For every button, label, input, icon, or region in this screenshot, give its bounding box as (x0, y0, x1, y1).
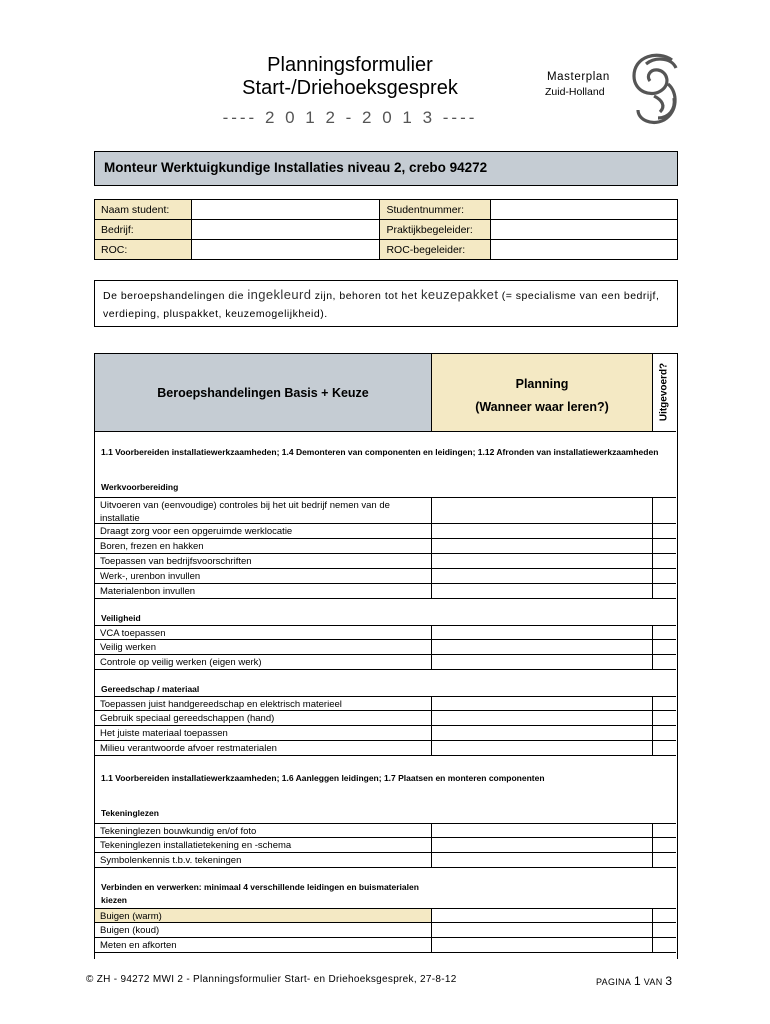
planning-cell[interactable] (432, 524, 653, 538)
beroepshandeling-cell: Toepassen van bedrijfsvoorschriften (95, 554, 432, 568)
table-row (95, 938, 676, 953)
planning-cell[interactable] (432, 923, 653, 937)
note-text-3: (= specialisme van een bedrijf, verdieping, pluspakket, keuzemogelijkheid). (103, 290, 660, 320)
org-name: Masterplan (547, 71, 610, 83)
beroepshandeling-cell: Gebruik speciaal gereedschappen (hand) (95, 711, 432, 725)
beroepshandeling-cell: Toepassen juist handgereedschap en elektrisch materieel (95, 697, 432, 710)
beroepshandeling-cell: Materialenbon invullen (95, 584, 432, 598)
table-row (95, 853, 676, 868)
table-row (95, 923, 676, 938)
planning-cell[interactable] (432, 640, 653, 654)
spiral-logo-icon (628, 48, 684, 128)
table-row (95, 569, 676, 584)
qualification-title: Monteur Werktuigkundige Installaties niveau 2, crebo 94272 (94, 151, 678, 186)
info-row (95, 240, 678, 260)
info-label: Naam student: (95, 200, 192, 220)
planning-cell[interactable] (432, 824, 653, 837)
info-label: ROC: (95, 240, 192, 260)
org-region: Zuid-Holland (545, 86, 605, 98)
note-emph-keuzepakket: keuzepakket (420, 287, 499, 302)
beroepshandeling-cell: Symbolenkennis t.b.v. tekeningen (95, 853, 432, 867)
table-row (95, 640, 676, 655)
table-row (95, 584, 676, 599)
col-header-beroepshandelingen: Beroepshandelingen Basis + Keuze (95, 354, 432, 432)
info-value-field[interactable] (191, 240, 380, 260)
school-years: ---- 2 0 1 2 - 2 0 1 3 ---- (222, 108, 478, 127)
planning-cell[interactable] (432, 726, 653, 740)
student-info-table (94, 199, 678, 260)
form-subtitle: Start-/Driehoeksgesprek (242, 77, 458, 99)
table-row (95, 539, 676, 554)
table-row (95, 823, 676, 838)
table-row (95, 741, 676, 756)
beroepshandeling-cell: Uitvoeren van (eenvoudige) controles bij het uit bedrijf nemen van de installatie (95, 498, 432, 523)
planning-cell[interactable] (432, 626, 653, 639)
beroepshandeling-cell: VCA toepassen (95, 626, 432, 639)
uitgevoerd-label: Uitgevoerd? (658, 362, 670, 422)
planning-cell[interactable] (432, 584, 653, 598)
planning-cell[interactable] (432, 697, 653, 710)
table-row (95, 554, 676, 569)
table-row (95, 726, 676, 741)
note-emph-ingekleurd: ingekleurd (247, 287, 312, 302)
planning-cell[interactable] (432, 655, 653, 669)
beroepshandeling-cell: Draagt zorg voor een opgeruimde werklocatie (95, 524, 432, 538)
beroepshandeling-cell: Veilig werken (95, 640, 432, 654)
planning-cell[interactable] (432, 539, 653, 553)
beroepshandeling-cell: Controle op veilig werken (eigen werk) (95, 655, 432, 669)
col-header-planning (432, 354, 653, 432)
page-indicator: PAGINA 1 VAN 3 (596, 974, 673, 988)
table-row (95, 655, 676, 670)
table-row (95, 524, 676, 539)
planning-cell[interactable] (432, 838, 653, 852)
planning-sublabel: (Wanneer waar leren?) (475, 400, 609, 414)
info-value-field[interactable] (191, 220, 380, 240)
note-text-2: zijn, behoren tot het (311, 290, 421, 302)
note-text-1: De beroepshandelingen die (103, 290, 248, 302)
info-row (95, 200, 678, 220)
info-label: Praktijkbegeleider: (380, 220, 491, 240)
table-row (95, 696, 676, 711)
page-number: 1 (633, 974, 641, 988)
info-value-field[interactable] (491, 240, 678, 260)
table-row (95, 497, 676, 524)
group-title: Veiligheid (101, 613, 141, 623)
planning-cell[interactable] (432, 853, 653, 867)
planning-cell[interactable] (432, 569, 653, 583)
form-title: Planningsformulier (267, 54, 433, 76)
info-label: Studentnummer: (380, 200, 491, 220)
page-total: 3 (665, 974, 673, 988)
info-value-field[interactable] (191, 200, 380, 220)
table-row (95, 625, 676, 640)
planning-cell[interactable] (432, 938, 653, 952)
planning-cell[interactable] (432, 741, 653, 755)
beroepshandeling-cell: Tekeninglezen installatietekening en -schema (95, 838, 432, 852)
info-row (95, 220, 678, 240)
planning-cell[interactable] (432, 711, 653, 725)
beroepshandeling-cell: Het juiste materiaal toepassen (95, 726, 432, 740)
group-title: Verbinden en verwerken: minimaal 4 verschillende leidingen en buismaterialen kiezen (101, 882, 419, 905)
table-row (95, 908, 676, 923)
table-row (95, 838, 676, 853)
beroepshandelingen-table (94, 353, 678, 959)
beroepshandeling-cell: Buigen (koud) (95, 923, 432, 937)
beroepshandeling-cell: Tekeninglezen bouwkundig en/of foto (95, 824, 432, 837)
section-title: 1.1 Voorbereiden installatiewerkzaamheden; 1.6 Aanleggen leidingen; 1.7 Plaatsen en monteren componenten (101, 773, 545, 783)
keuzepakket-note (94, 280, 678, 327)
beroepshandeling-cell: Werk-, urenbon invullen (95, 569, 432, 583)
table-row (95, 711, 676, 726)
beroepshandeling-cell: Meten en afkorten (95, 938, 432, 952)
info-value-field[interactable] (491, 200, 678, 220)
col-header-uitgevoerd (653, 354, 676, 432)
beroepshandeling-cell: Milieu verantwoorde afvoer restmaterialen (95, 741, 432, 755)
info-label: Bedrijf: (95, 220, 192, 240)
planning-cell[interactable] (432, 554, 653, 568)
beroepshandeling-cell: Buigen (warm) (95, 909, 432, 922)
section-title: 1.1 Voorbereiden installatiewerkzaamheden; 1.4 Demonteren van componenten en leidingen; 1.12 Afronden van installatiewerkzaamheden (101, 447, 659, 457)
footer-text: © ZH - 94272 MWI 2 - Planningsformulier Start- en Driehoeksgesprek, 27-8-12 (86, 974, 457, 985)
beroepshandeling-cell: Boren, frezen en hakken (95, 539, 432, 553)
info-label: ROC-begeleider: (380, 240, 491, 260)
group-title: Gereedschap / materiaal (101, 684, 200, 694)
planning-label: Planning (515, 377, 569, 391)
info-value-field[interactable] (491, 220, 678, 240)
planning-cell[interactable] (432, 498, 653, 523)
planning-cell[interactable] (432, 909, 653, 922)
group-title: Werkvoorbereiding (101, 482, 179, 492)
group-title: Tekeninglezen (101, 808, 159, 818)
